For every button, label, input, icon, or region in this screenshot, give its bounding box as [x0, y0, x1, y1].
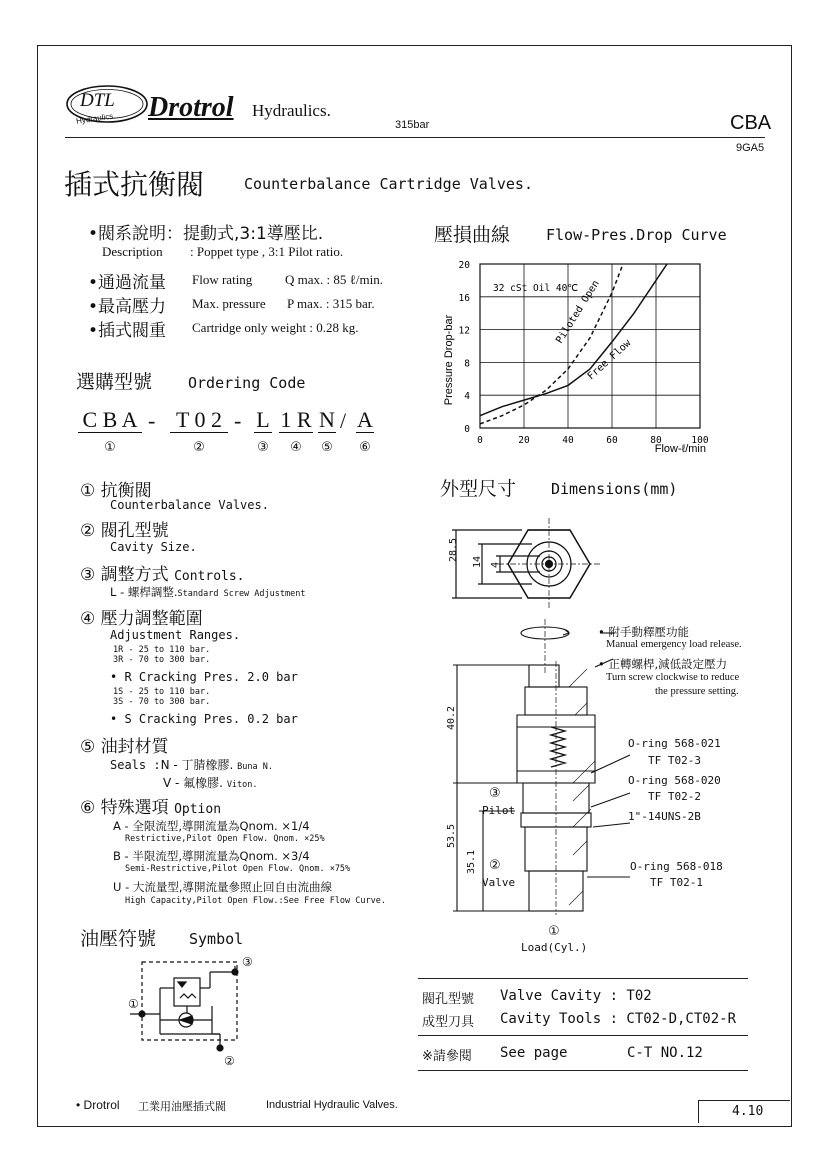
code-part-5: N: [319, 407, 335, 432]
oring-2: O-ring 568-020: [628, 774, 721, 787]
note-manual-release-en: Manual emergency load release.: [606, 639, 742, 650]
chart-xtick: 60: [606, 435, 618, 446]
series-code: 9GA5: [736, 142, 765, 154]
symbol-port-1: ①: [128, 997, 139, 1011]
code-part-4: 1 R: [280, 407, 312, 432]
spec-pressure-value: P max. : 315 bar.: [287, 296, 375, 311]
chart-title-en: Flow-Pres.Drop Curve: [546, 226, 727, 244]
valve-port-label: Valve: [482, 876, 516, 889]
code-num-4: ④: [290, 440, 302, 455]
header-rule: [65, 137, 765, 138]
note-turn-screw-en2: the pressure setting.: [655, 686, 739, 697]
r-cracking: • R Cracking Pres. 2.0 bar: [110, 670, 298, 684]
option-4-en: Adjustment Ranges.: [110, 628, 241, 642]
cavity-label-cn: 閥孔型號: [422, 992, 475, 1007]
chart-xtick: 20: [518, 435, 530, 446]
ordering-title-cn: 選購型號: [76, 371, 153, 393]
oring-3: O-ring 568-018: [630, 860, 723, 873]
chart-xlabel: Flow-ℓ/min: [654, 443, 706, 455]
cavity-rule-mid: [418, 1035, 748, 1036]
range-1r: 1R - 25 to 110 bar.: [113, 645, 211, 655]
title-cn: 插式抗衡閥: [64, 168, 205, 201]
symbol-title-en: Symbol: [189, 930, 244, 948]
option-u-en: High Capacity,Pilot Open Flow.:See Free Flow Curve.: [125, 896, 386, 906]
dimensions-title-en: Dimensions(mm): [551, 480, 678, 498]
chart-ytick: 20: [458, 260, 470, 271]
dim-53-5: 53.5: [446, 823, 457, 848]
load-port-num: ①: [548, 924, 560, 939]
note-turn-screw-en1: Turn screw clockwise to reduce: [606, 672, 740, 683]
range-3r: 3R - 70 to 300 bar.: [113, 655, 211, 665]
pilot-port-num: ③: [489, 786, 501, 801]
spec-desc-en-label: Description: [102, 244, 163, 259]
option-4-title: ④ 壓力調整範圍: [80, 609, 203, 629]
chart-ylabel: Pressure Drop-bar: [443, 314, 455, 406]
load-port-label: Load(Cyl.): [521, 941, 588, 954]
chart-ytick: 8: [464, 358, 470, 370]
spec-flow-cn: •通過流量: [88, 273, 167, 293]
option-1-title: ① 抗衡閥: [80, 481, 152, 501]
logo-abbr: DTL: [80, 90, 115, 111]
seal-v: V - 氟橡膠. Viton.: [163, 776, 258, 790]
symbol-title-cn: 油壓符號: [80, 928, 157, 950]
dim-35-1: 35.1: [466, 849, 477, 874]
spec-desc-cn: •閥系說明：提動式,3:1導壓比.: [88, 224, 324, 244]
option-a: A - 全限流型,導開流量為Qnom. ×1/4: [113, 819, 310, 833]
dim-28-5: 28.5: [448, 537, 459, 562]
reference-page-link[interactable]: C-T NO.12: [627, 1045, 703, 1061]
dim-40-2: 40.2: [446, 705, 457, 730]
option-3-detail: L - 螺桿調整.Standard Screw Adjustment: [110, 585, 306, 599]
spec-weight-label: Cartridge only weight : 0.28 kg.: [192, 320, 359, 335]
code-part-3: L: [254, 408, 272, 433]
code-slash: /: [340, 408, 347, 433]
note-turn-screw-cn: • 正轉螺桿,減低設定壓力: [598, 657, 728, 671]
reference-label-en[interactable]: See page: [500, 1045, 568, 1061]
footer-brand: • Drotrol: [76, 1098, 120, 1112]
code-part-2: T 0 2: [170, 408, 228, 433]
logo-ring-text: Hydraulics.: [75, 111, 117, 126]
page-number: 4.10: [732, 1104, 764, 1119]
note-manual-release-cn: • 附手動釋壓功能: [598, 625, 689, 639]
option-6-title: ⑥ 特殊選項 Option: [80, 798, 222, 818]
oring-1-tf: TF T02-3: [648, 754, 701, 767]
ordering-title-en: Ordering Code: [188, 374, 306, 392]
oring-1: O-ring 568-021: [628, 737, 721, 750]
pilot-port-label: Pilot: [482, 804, 516, 817]
code-dash-2: -: [234, 408, 242, 433]
pressure-drop-chart: [436, 252, 736, 462]
code-num-5: ⑤: [321, 440, 333, 455]
dim-14: 14: [472, 555, 483, 568]
brand-name: Drotrol: [148, 92, 234, 123]
thread-spec: 1"-14UNS-2B: [628, 810, 701, 823]
chart-ytick: 0: [464, 424, 470, 435]
hex-top-view-icon: [442, 512, 612, 612]
chart-xtick: 80: [650, 435, 662, 446]
pressure-rating: 315bar: [395, 119, 430, 131]
code-num-6: ⑥: [359, 440, 371, 455]
seal-n: Seals :N - 丁腈橡膠. Buna N.: [110, 758, 273, 772]
code-num-1: ①: [104, 440, 116, 455]
chart-ytick: 16: [458, 292, 470, 304]
spec-flow-label: Flow rating: [192, 272, 253, 287]
oring-3-tf: TF T02-1: [650, 876, 703, 889]
option-3-title: ③ 調整方式 Controls.: [80, 565, 245, 585]
range-3s: 3S - 70 to 300 bar.: [113, 697, 211, 707]
tools-label-cn: 成型刀具: [422, 1015, 475, 1030]
chart-annotation: 32 cSt Oil 40℃: [493, 283, 579, 294]
chart-ytick: 12: [458, 325, 470, 337]
footer-en: Industrial Hydraulic Valves.: [266, 1099, 398, 1111]
code-part-6: A: [357, 407, 373, 432]
code-dash-1: -: [148, 408, 156, 433]
option-2-en: Cavity Size.: [110, 540, 197, 554]
option-b: B - 半限流型,導開流量為Qnom. ×3/4: [113, 849, 310, 863]
cavity-value: Valve Cavity : T02: [500, 988, 652, 1004]
series-label-piloted-open: Piloted Open: [554, 278, 602, 346]
code-part-1: C B A: [78, 408, 142, 433]
option-u: U - 大流量型,導開流量參照止回自由流曲線: [113, 880, 333, 894]
spec-flow-value: Q max. : 85 ℓ/min.: [285, 272, 383, 287]
spec-weight-cn: •插式閥重: [88, 321, 167, 341]
spec-pressure-cn: •最高壓力: [88, 297, 167, 317]
chart-title-cn: 壓損曲線: [434, 224, 511, 246]
option-a-en: Restrictive,Pilot Open Flow. Qnom. ×25%: [125, 834, 325, 844]
chart-ytick: 4: [464, 391, 470, 403]
code-num-3: ③: [257, 440, 269, 455]
title-en: Counterbalance Cartridge Valves.: [244, 175, 533, 193]
option-1-en: Counterbalance Valves.: [110, 498, 269, 512]
range-1s: 1S - 25 to 110 bar.: [113, 687, 211, 697]
symbol-port-3: ③: [242, 955, 253, 969]
model-code: CBA: [730, 112, 772, 134]
cavity-rule-bottom: [418, 1070, 748, 1071]
reference-label-cn: ※請參閱: [422, 1049, 472, 1064]
chart-xtick: 100: [691, 435, 709, 446]
dimensions-title-cn: 外型尺寸: [440, 478, 517, 500]
tools-value: Cavity Tools : CT02-D,CT02-R: [500, 1011, 737, 1027]
symbol-port-2: ②: [224, 1054, 235, 1068]
series-label-free-flow: Free Flow: [585, 337, 634, 383]
option-b-en: Semi-Restrictive,Pilot Open Flow. Qnom. ×75%: [125, 864, 351, 874]
s-cracking: • S Cracking Pres. 0.2 bar: [110, 712, 298, 726]
spec-desc-en-value: : Poppet type , 3:1 Pilot ratio.: [190, 244, 344, 259]
valve-port-num: ②: [489, 858, 501, 873]
chart-xtick: 0: [477, 435, 483, 446]
footer-cn: 工業用油壓插式閥: [138, 1100, 226, 1113]
brand-suffix: Hydraulics.: [252, 101, 331, 120]
code-num-2: ②: [193, 440, 205, 455]
spec-pressure-label: Max. pressure: [192, 296, 266, 311]
oring-2-tf: TF T02-2: [648, 790, 701, 803]
option-2-title: ② 閥孔型號: [80, 521, 169, 541]
option-5-title: ⑤ 油封材質: [80, 737, 169, 757]
dim-4: 4: [490, 561, 501, 568]
chart-xtick: 40: [562, 435, 574, 446]
cavity-rule-top: [418, 978, 748, 979]
